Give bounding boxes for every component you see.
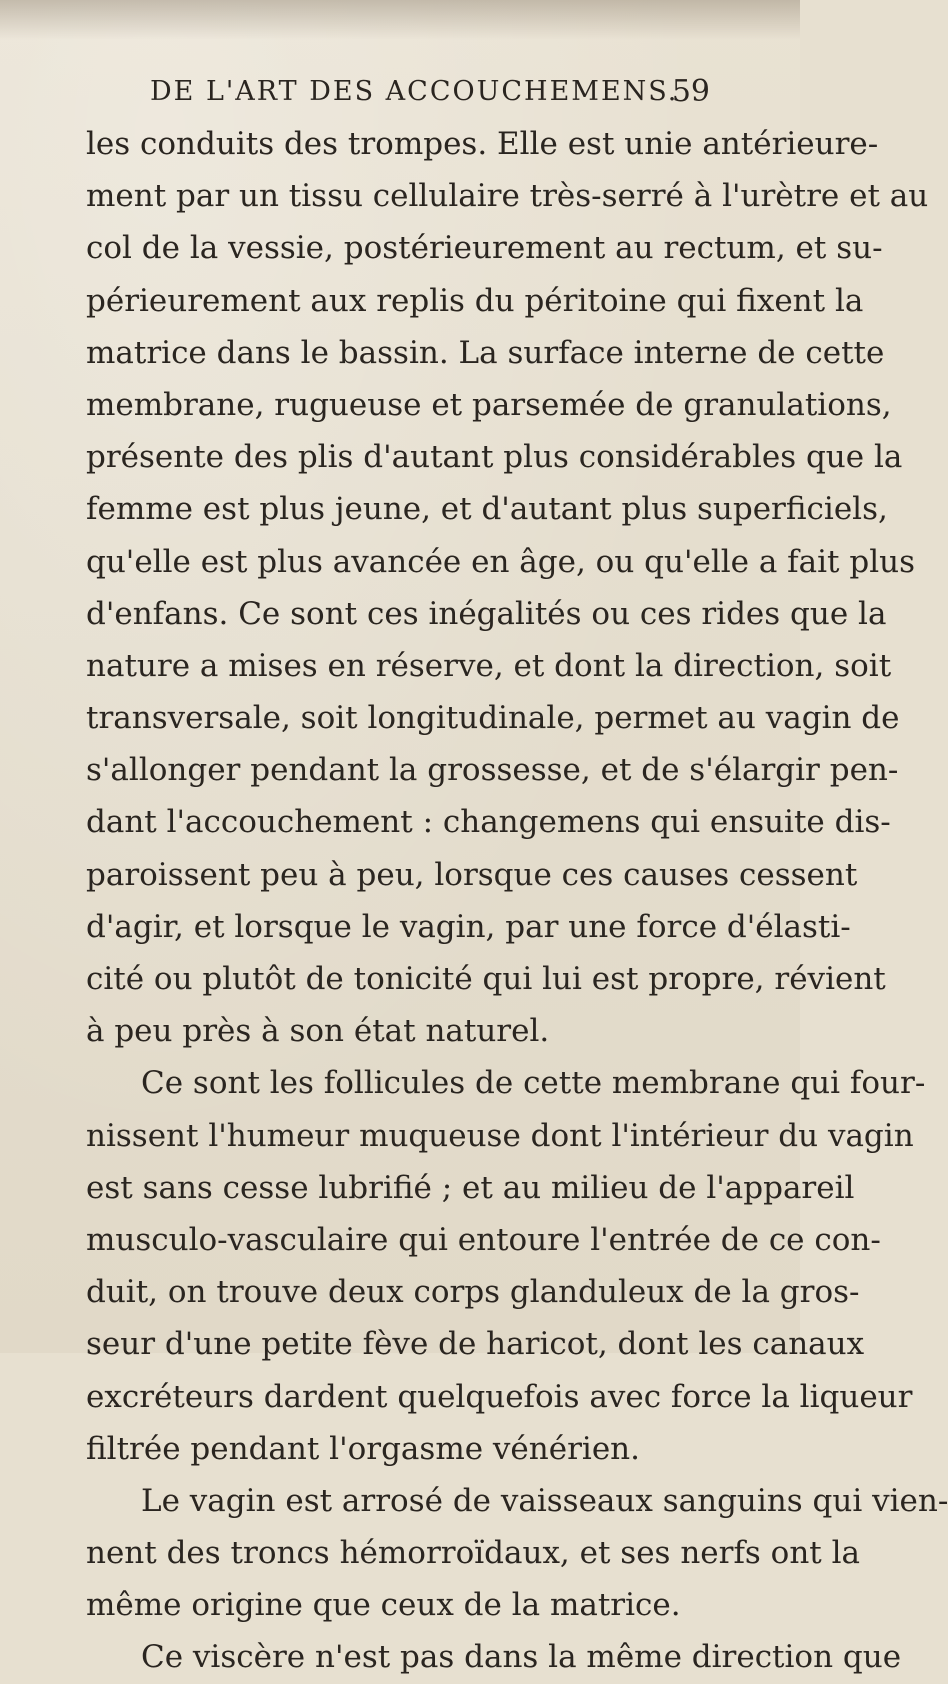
text-line: seur d'une petite fève de haricot, dont les canaux bbox=[86, 1326, 865, 1363]
text-line: duit, on trouve deux corps glanduleux de la gros- bbox=[86, 1274, 860, 1311]
page-number: 59 bbox=[671, 74, 710, 109]
text-line: qu'elle est plus avancée en âge, ou qu'elle a fait plus bbox=[86, 543, 915, 580]
text-line: nent des troncs hémorroïdaux, et ses nerfs ont la bbox=[86, 1535, 861, 1572]
paragraph-end-line: même origine que ceux de la matrice. bbox=[86, 1587, 681, 1624]
text-line: ment par un tissu cellulaire très-serré à l'urètre et au bbox=[86, 178, 929, 215]
text-line: présente des plis d'autant plus considérables que la bbox=[86, 439, 903, 476]
running-head: DE L'ART DES ACCOUCHEMENS. bbox=[150, 76, 679, 107]
text-line: nissent l'humeur muqueuse dont l'intérieur du vagin bbox=[86, 1117, 914, 1154]
paragraph-end-line: à peu près à son état naturel. bbox=[86, 1013, 550, 1050]
text-line: col de la vessie, postérieurement au rectum, et su- bbox=[86, 230, 883, 267]
text-line: d'enfans. Ce sont ces inégalités ou ces rides que la bbox=[86, 595, 887, 632]
paragraph-start-line: Ce viscère n'est pas dans la même direction que bbox=[141, 1639, 902, 1676]
text-line: membrane, rugueuse et parsemée de granulations, bbox=[86, 386, 892, 423]
paragraph-start-line: Le vagin est arrosé de vaisseaux sanguins qui vien- bbox=[141, 1482, 948, 1519]
page-edge-shadow bbox=[0, 0, 800, 40]
text-line: matrice dans le bassin. La surface interne de cette bbox=[86, 334, 885, 371]
text-line: dant l'accouchement : changemens qui ensuite dis- bbox=[86, 804, 891, 841]
text-line: paroissent peu à peu, lorsque ces causes cessent bbox=[86, 856, 858, 893]
body-text bbox=[86, 118, 948, 1684]
text-line: cité ou plutôt de tonicité qui lui est propre, révient bbox=[86, 961, 886, 997]
text-line: transversale, soit longitudinale, permet au vagin de bbox=[86, 700, 900, 737]
page-header bbox=[150, 70, 710, 114]
paragraph-start-line: Ce sont les follicules de cette membrane qui four- bbox=[141, 1065, 926, 1102]
text-line: d'agir, et lorsque le vagin, par une force d'élasti- bbox=[86, 908, 851, 945]
paragraph-end-line: filtrée pendant l'orgasme vénérien. bbox=[86, 1430, 640, 1467]
text-line: est sans cesse lubrifié ; et au milieu de l'appareil bbox=[86, 1169, 855, 1206]
text-line: périeurement aux replis du péritoine qui fixent la bbox=[86, 282, 864, 319]
text-line: excréteurs dardent quelquefois avec force la liqueur bbox=[86, 1378, 913, 1415]
text-line: musculo-vasculaire qui entoure l'entrée de ce con- bbox=[86, 1221, 881, 1258]
text-line: femme est plus jeune, et d'autant plus superficiels, bbox=[86, 491, 888, 528]
text-line: nature a mises en réserve, et dont la direction, soit bbox=[86, 647, 892, 684]
text-line: les conduits des trompes. Elle est unie antérieure- bbox=[86, 126, 879, 162]
text-line: s'allonger pendant la grossesse, et de s'élargir pen- bbox=[86, 752, 899, 789]
